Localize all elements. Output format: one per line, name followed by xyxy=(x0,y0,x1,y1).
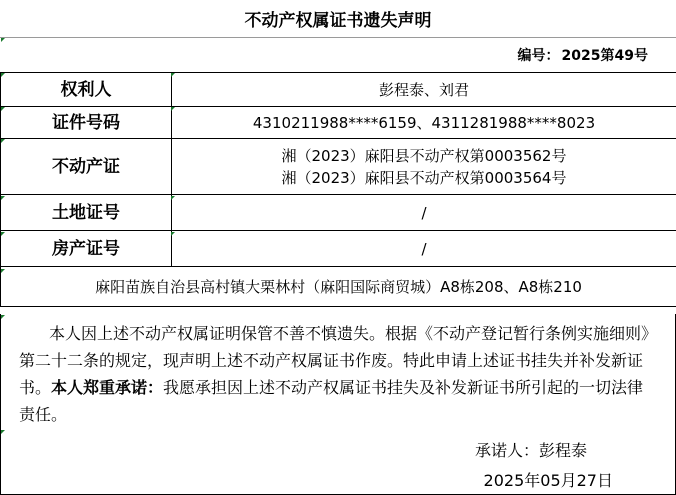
serial-number xyxy=(0,38,676,72)
signatory-label: 承诺人： xyxy=(474,440,539,460)
statement-body: 本人因上述不动产权属证明保管不善不慎遗失。根据《不动产登记暂行条例实施细则》第二十二条的规定，现声明上述不动产权属证书作废。特此申请上述证书挂失并补发新证书。 xyxy=(19,324,658,397)
owner-value: 彭程泰、刘君 xyxy=(172,73,676,107)
signatory xyxy=(0,434,676,464)
table-row xyxy=(1,195,676,231)
cert-value xyxy=(172,139,676,195)
table-row xyxy=(1,231,676,267)
cell-marker-icon xyxy=(1,107,5,111)
commitment-text: 我愿承担因上述不动产权属证书挂失及补发新证书所引起的一切法律责任。 xyxy=(19,378,644,424)
land-value: / xyxy=(172,195,676,231)
cell-marker-icon xyxy=(1,269,5,273)
table-row xyxy=(1,73,676,107)
cell-marker-icon xyxy=(1,139,5,143)
cell-marker-icon xyxy=(171,73,175,77)
house-value: / xyxy=(172,231,676,267)
id-label: 证件号码 xyxy=(1,107,172,139)
cell-marker-icon xyxy=(1,315,5,319)
land-label: 土地证号 xyxy=(1,195,172,231)
cell-marker-icon xyxy=(1,196,5,200)
cell-marker-icon xyxy=(171,196,175,200)
statement-paragraph xyxy=(0,314,676,434)
info-table xyxy=(0,72,676,307)
cert-value-line-2: 湘（2023）麻阳县不动产权第0003564号 xyxy=(281,168,567,187)
table-row xyxy=(1,267,676,307)
cell-marker-icon xyxy=(171,232,175,236)
property-address: 麻阳苗族自治县高村镇大栗林村（麻阳国际商贸城）A8栋208、A8栋210 xyxy=(1,267,676,307)
serial-value: 2025第49号 xyxy=(561,48,648,64)
house-label: 房产证号 xyxy=(1,231,172,267)
table-row xyxy=(1,107,676,139)
id-value: 4310211988****6159、4311281988****8023 xyxy=(172,107,676,139)
commitment-label: 本人郑重承诺： xyxy=(51,378,164,397)
cell-marker-icon xyxy=(171,107,175,111)
serial-label: 编号： xyxy=(517,48,560,64)
table-row xyxy=(1,139,676,195)
owner-label: 权利人 xyxy=(1,73,172,107)
cell-marker-icon xyxy=(1,430,5,434)
signatory-name: 彭程泰 xyxy=(538,440,587,460)
cert-label: 不动产证 xyxy=(1,139,172,195)
cell-marker-icon xyxy=(1,73,5,77)
document-title: 不动产权属证书遗失声明 xyxy=(0,0,676,38)
statement-date: 2025年05月27日 xyxy=(0,464,676,495)
cell-marker-icon xyxy=(1,38,5,42)
cell-marker-icon xyxy=(1,232,5,236)
cert-value-line-1: 湘（2023）麻阳县不动产权第0003562号 xyxy=(281,146,567,165)
